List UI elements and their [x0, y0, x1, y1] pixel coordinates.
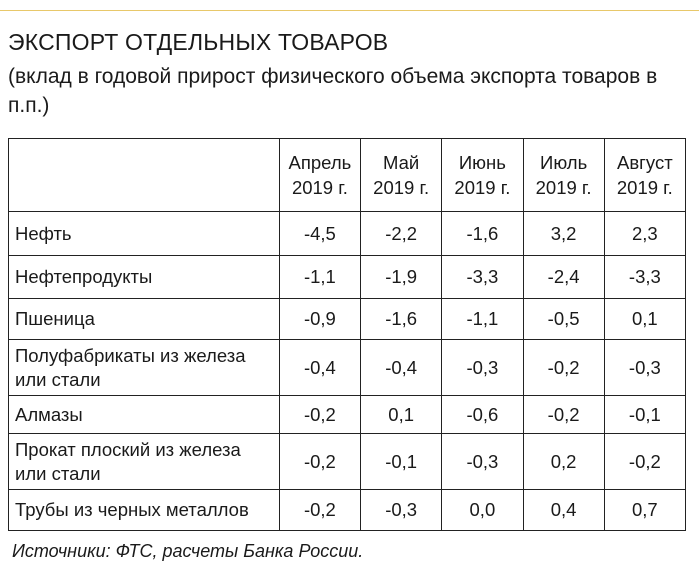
table-cell: -4,5: [279, 212, 360, 256]
column-header-month: Май: [383, 152, 420, 173]
table-cell: -1,1: [442, 299, 523, 340]
header-blank-cell: [9, 139, 280, 212]
column-header-year: 2019 г.: [454, 177, 511, 198]
table-cell: -2,2: [361, 212, 442, 256]
table-cell: -0,3: [604, 340, 685, 396]
table-cell: -1,9: [361, 256, 442, 299]
column-header: [442, 139, 523, 212]
table-cell: -0,6: [442, 396, 523, 434]
table-cell: -1,6: [361, 299, 442, 340]
column-header: [604, 139, 685, 212]
column-header-year: 2019 г.: [291, 177, 348, 198]
row-label: Трубы из черных металлов: [9, 490, 280, 531]
table-cell: -0,1: [361, 434, 442, 490]
table-cell: -3,3: [442, 256, 523, 299]
table-row: [9, 490, 686, 531]
top-accent-rule: [0, 10, 699, 11]
page-title: ЭКСПОРТ ОТДЕЛЬНЫХ ТОВАРОВ: [8, 29, 389, 55]
table-cell: -0,2: [523, 396, 604, 434]
table-cell: -0,3: [442, 434, 523, 490]
source-note: Источники: ФТС, расчеты Банка России.: [12, 541, 364, 561]
column-header-month: Июль: [540, 152, 588, 173]
column-header-year: 2019 г.: [616, 177, 673, 198]
table-row: [9, 212, 686, 256]
row-label: Полуфабрикаты из железа или стали: [9, 340, 280, 396]
table-cell: -0,2: [279, 490, 360, 531]
table-cell: -1,1: [279, 256, 360, 299]
table-cell: 0,2: [523, 434, 604, 490]
table-cell: 0,0: [442, 490, 523, 531]
column-header: [279, 139, 360, 212]
table-row: [9, 299, 686, 340]
table-cell: -0,4: [361, 340, 442, 396]
column-header-year: 2019 г.: [535, 177, 592, 198]
column-header-month: Июнь: [458, 152, 506, 173]
table-cell: 0,1: [361, 396, 442, 434]
table-cell: -2,4: [523, 256, 604, 299]
table-cell: -0,4: [279, 340, 360, 396]
row-label: Пшеница: [9, 299, 280, 340]
table-cell: -0,2: [523, 340, 604, 396]
table-row: [9, 434, 686, 490]
table-cell: 0,7: [604, 490, 685, 531]
table-cell: -0,2: [279, 434, 360, 490]
table-cell: -0,3: [442, 340, 523, 396]
column-header: [523, 139, 604, 212]
column-header-year: 2019 г.: [373, 177, 430, 198]
table-row: [9, 396, 686, 434]
table-cell: -0,2: [279, 396, 360, 434]
table-cell: -0,3: [361, 490, 442, 531]
column-header-month: Апрель: [288, 152, 352, 173]
table-cell: 0,1: [604, 299, 685, 340]
table-cell: 0,4: [523, 490, 604, 531]
column-header-month: Август: [617, 152, 673, 173]
table-cell: -0,1: [604, 396, 685, 434]
page-subtitle: (вклад в годовой прирост физического объема экспорта товаров в п.п.): [8, 65, 658, 117]
export-table: [8, 138, 686, 531]
table-cell: 2,3: [604, 212, 685, 256]
table-row: [9, 256, 686, 299]
table-cell: -3,3: [604, 256, 685, 299]
row-label: Нефть: [9, 212, 280, 256]
column-header: [361, 139, 442, 212]
table-row: [9, 340, 686, 396]
table-cell: -0,2: [604, 434, 685, 490]
table-cell: -1,6: [442, 212, 523, 256]
row-label: Алмазы: [9, 396, 280, 434]
table-cell: 3,2: [523, 212, 604, 256]
table-cell: -0,5: [523, 299, 604, 340]
table-cell: -0,9: [279, 299, 360, 340]
row-label: Нефтепродукты: [9, 256, 280, 299]
row-label: Прокат плоский из железа или стали: [9, 434, 280, 490]
table-header-row: [9, 139, 686, 212]
